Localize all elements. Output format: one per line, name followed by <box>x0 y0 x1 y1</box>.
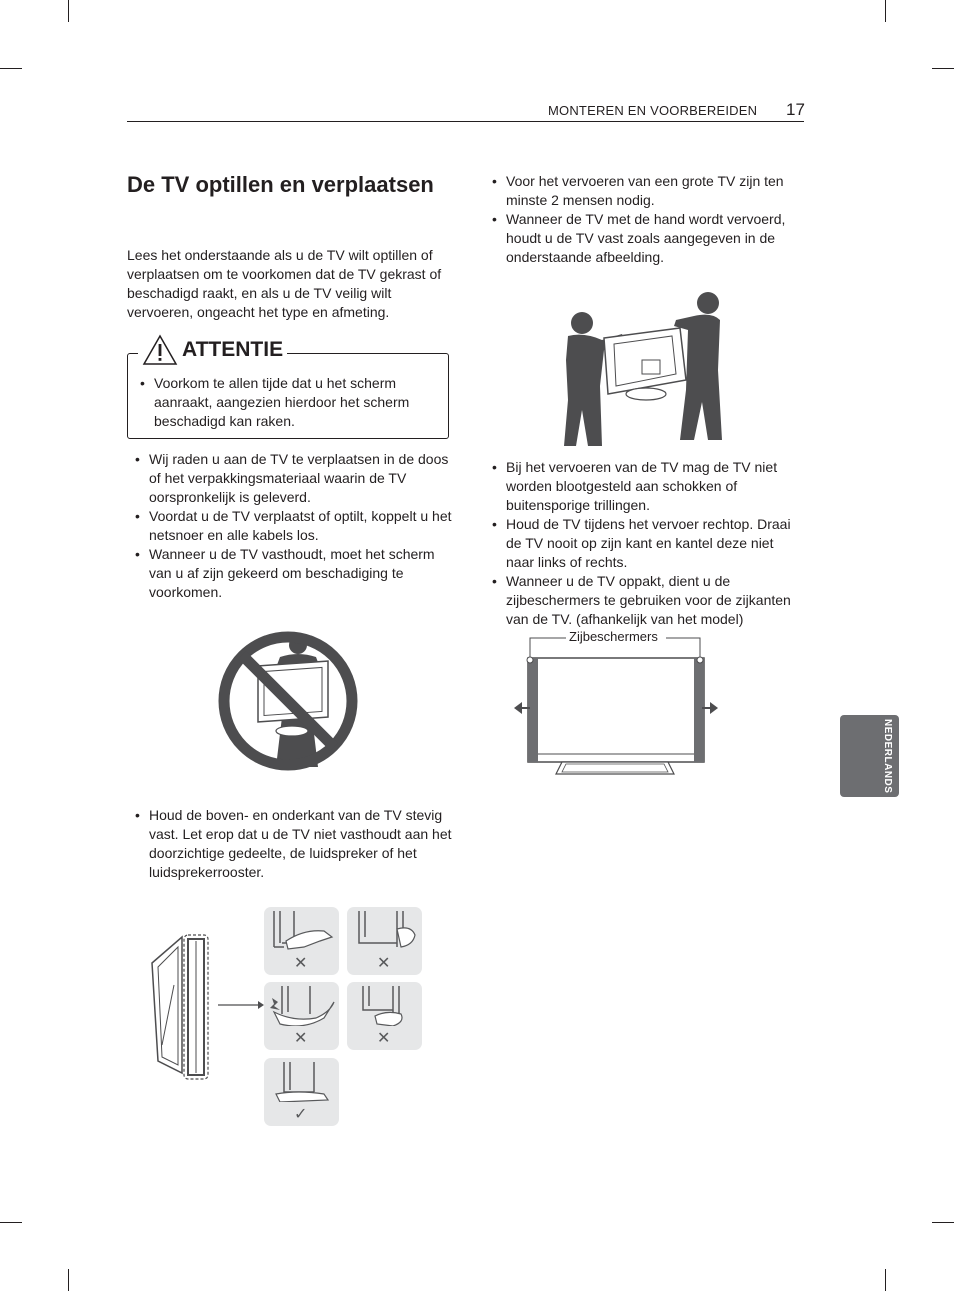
wrong-mark: ✕ <box>294 955 308 972</box>
crop-mark <box>0 68 22 69</box>
crop-mark <box>0 1222 22 1223</box>
grip-tile-wrong <box>347 982 422 1050</box>
warning-icon <box>142 334 178 366</box>
wrong-mark: ✕ <box>377 1030 391 1047</box>
section-title: MONTEREN EN VOORBEREIDEN <box>548 103 758 118</box>
crop-mark <box>885 1269 886 1291</box>
wrong-mark: ✕ <box>377 955 391 972</box>
language-tab-label: NEDERLANDS <box>882 719 893 794</box>
crop-mark <box>68 1269 69 1291</box>
caution-heading-label: ATTENTIE <box>182 338 284 361</box>
grip-tile-correct <box>264 1058 339 1126</box>
correct-mark: ✓ <box>294 1106 308 1123</box>
list-item: • Voor het vervoeren van een grote TV zijn ten minste 2 mensen nodig. <box>492 172 802 210</box>
hand-grip-icon <box>264 907 339 951</box>
hand-grip-icon <box>264 1058 339 1102</box>
right-bullet-list <box>492 172 802 267</box>
list-item: • Voordat u de TV verplaatst of optilt, koppelt u het netsnoer en alle kabels los. <box>135 507 453 545</box>
list-item: • Wanneer de TV met de hand wordt vervoerd, houdt u de TV vast zoals aangegeven in de onderstaande afbeelding. <box>492 210 802 267</box>
two-person-carry-illustration <box>562 290 724 446</box>
list-item: • Wij raden u aan de TV te verplaatsen in de doos of het verpakkingsmateriaal waarin de TV oorspronkelijk is geleverd. <box>135 450 453 507</box>
grip-tile-wrong <box>347 907 422 975</box>
left-bullet-list <box>135 450 453 602</box>
left-bullet-list-2 <box>135 806 455 882</box>
hand-grip-icon <box>264 982 339 1026</box>
language-tab <box>840 715 899 797</box>
grip-tile-wrong <box>264 982 339 1050</box>
side-guard-illustration <box>510 630 722 778</box>
grip-tile-wrong <box>264 907 339 975</box>
side-guard-label: Zijbeschermers <box>569 629 658 644</box>
crop-mark <box>932 68 954 69</box>
list-item: • Wanneer u de TV oppakt, dient u de zijbeschermers te gebruiken voor de zijkanten van de TV. (afhankelijk van het model) <box>492 572 804 629</box>
list-item: • Bij het vervoeren van de TV mag de TV niet worden blootgesteld aan schokken of buitensporige trillingen. <box>492 458 804 515</box>
header-rule <box>127 121 804 122</box>
tv-side-view-illustration <box>148 925 266 1085</box>
hand-grip-icon <box>347 907 422 951</box>
intro-paragraph: Lees het onderstaande als u de TV wilt optillen of verplaatsen om te voorkomen dat de TV gekrast of beschadigd raakt, en als u de TV veilig wilt vervoeren, ongeacht het type en afmeting. <box>127 247 442 320</box>
crop-mark <box>932 1222 954 1223</box>
list-item: • Wanneer u de TV vasthoudt, moet het scherm van u af zijn gekeerd om beschadiging te voorkomen. <box>135 545 453 602</box>
list-item: • Voorkom te allen tijde dat u het scherm aanraakt, aangezien hierdoor het scherm beschadigd kan raken. <box>140 374 430 431</box>
caution-list <box>140 374 430 431</box>
list-item: • Houd de boven- en onderkant van de TV stevig vast. Let erop dat u de TV niet vasthoudt aan het doorzichtige gedeelte, de luidspreker of het luidsprekerrooster. <box>135 806 455 882</box>
page-number: 17 <box>786 100 805 119</box>
list-item: • Houd de TV tijdens het vervoer rechtop. Draai de TV nooit op zijn kant en kantel deze niet naar links of rechts. <box>492 515 804 572</box>
right-bullet-list-2 <box>492 458 804 629</box>
page-title: De TV optillen en verplaatsen <box>127 172 434 197</box>
prohibited-carry-illustration <box>214 627 362 775</box>
caution-heading <box>138 334 287 366</box>
hand-grip-icon <box>347 982 422 1026</box>
crop-mark <box>885 0 886 22</box>
crop-mark <box>68 0 69 22</box>
wrong-mark: ✕ <box>294 1030 308 1047</box>
